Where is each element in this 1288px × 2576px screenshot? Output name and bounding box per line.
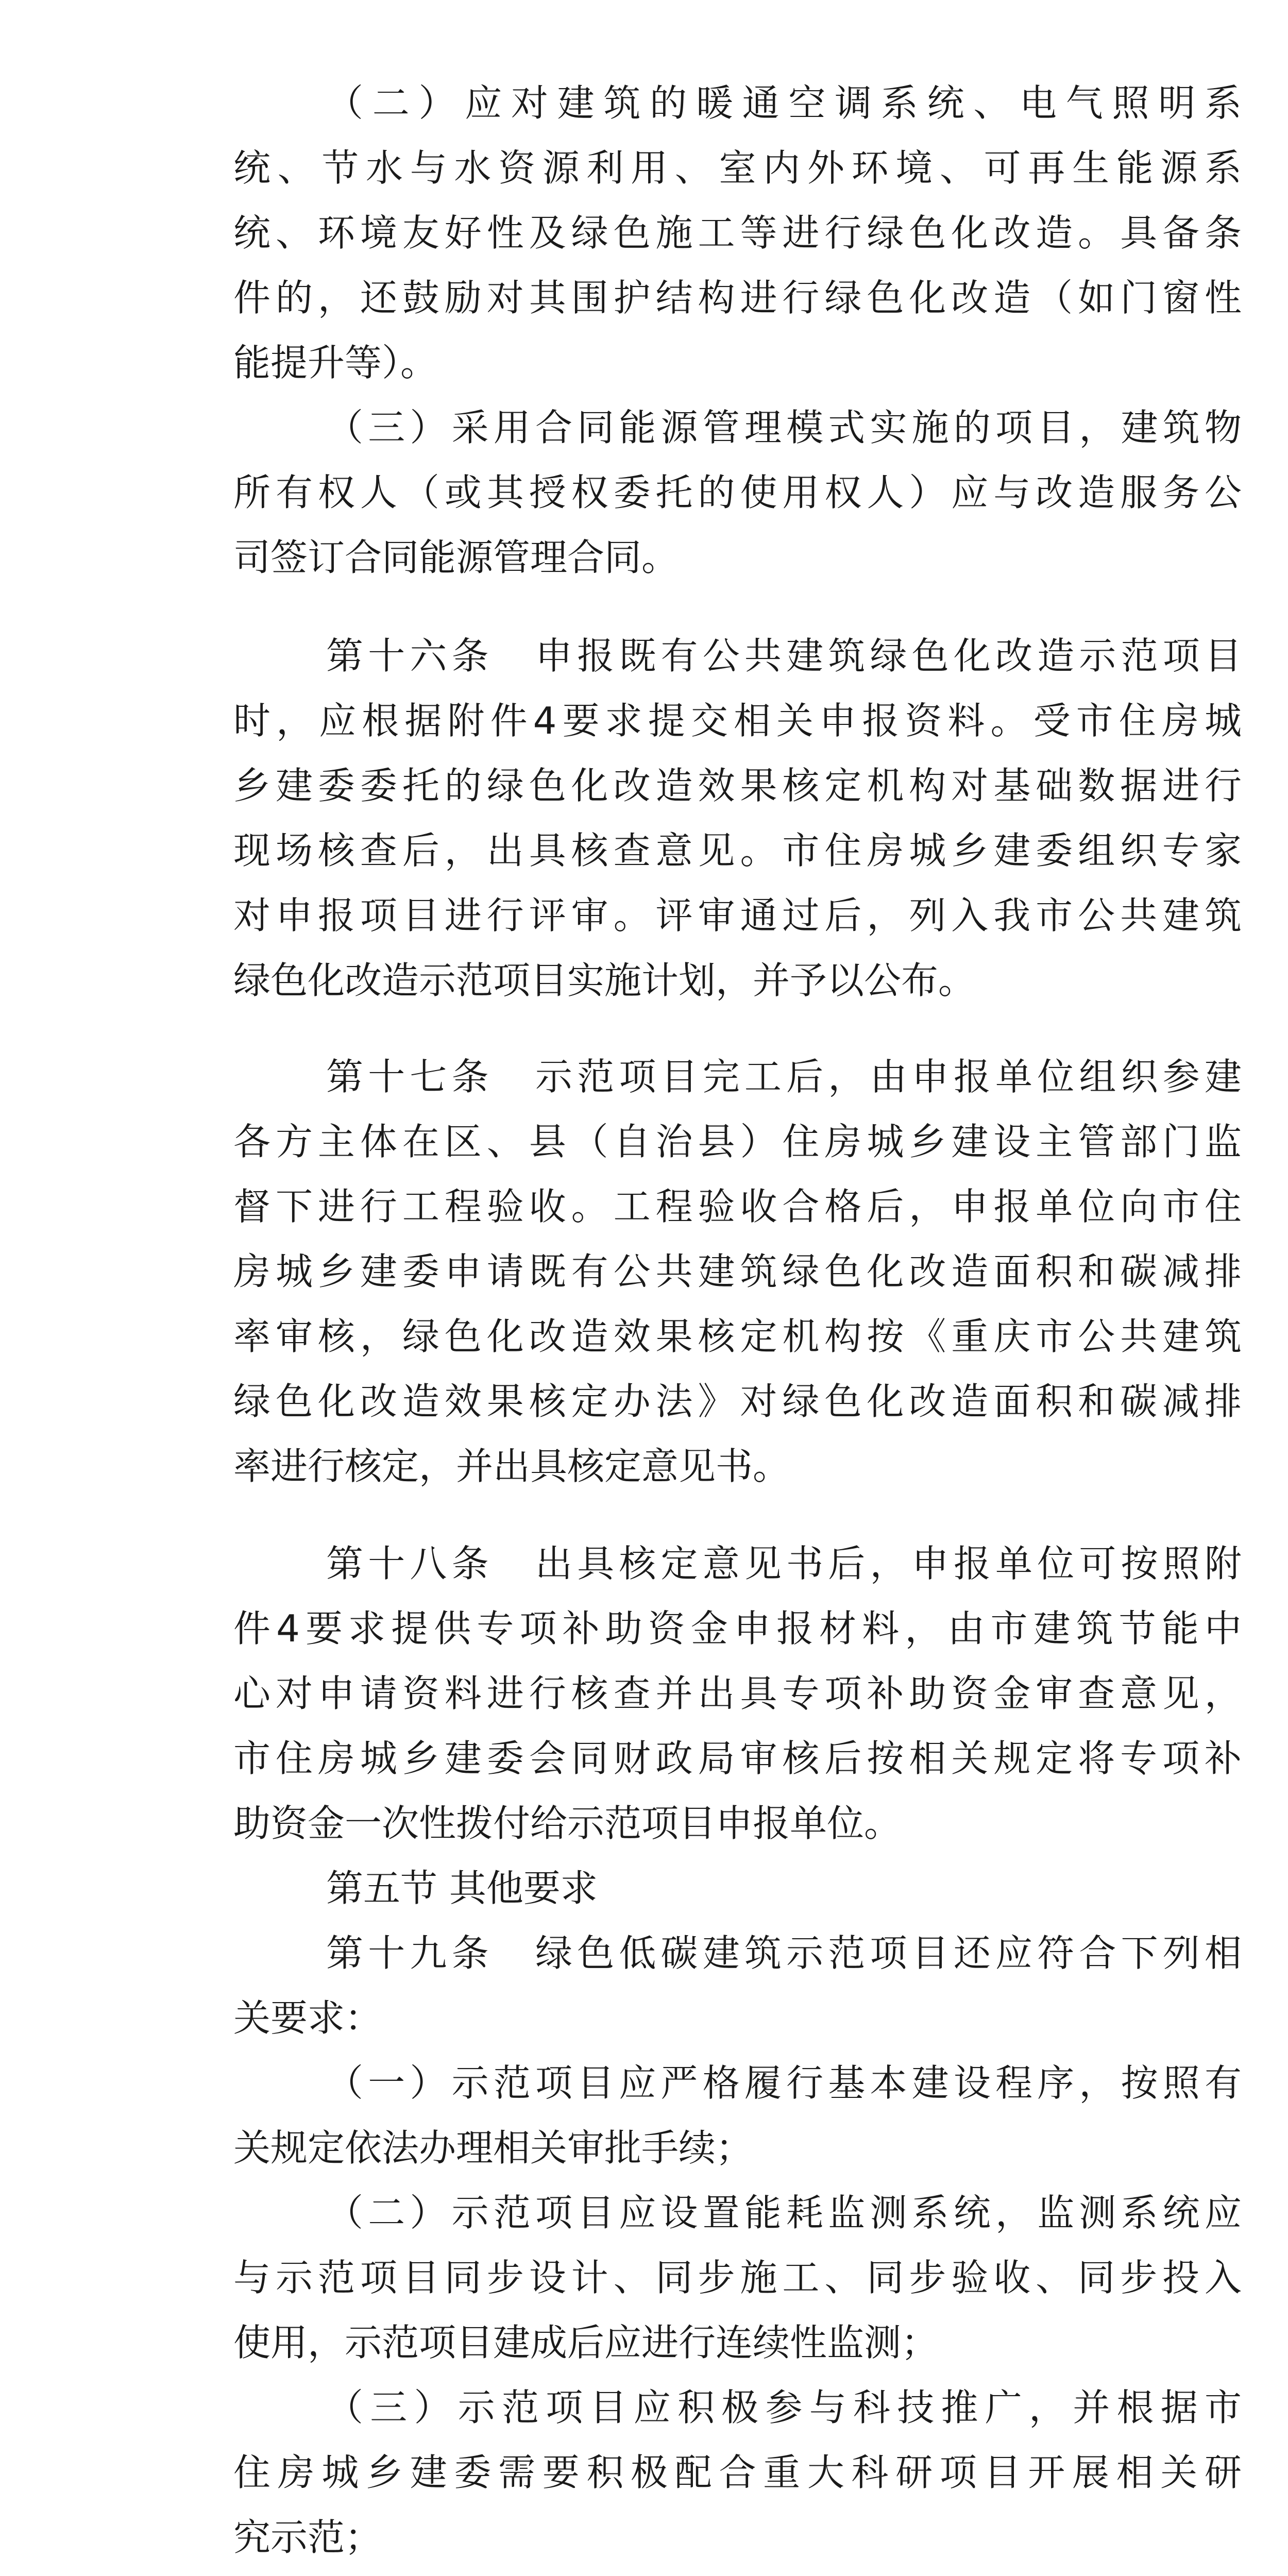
article-17-heading-line: 第十七条 示范项目完工后，由申报单位组织参建 (326, 1055, 1242, 1098)
text-line: 市住房城乡建委会同财政局审核后按相关规定将专项补 (233, 1737, 1242, 1780)
article-18-heading-line: 第十八条 出具核定意见书后，申报单位可按照附 (326, 1542, 1242, 1585)
text-line: （三）采用合同能源管理模式实施的项目，建筑物 (326, 406, 1242, 449)
text-line: 助资金一次性拨付给示范项目申报单位。 (233, 1802, 902, 1845)
section-heading: 第五节 其他要求 (326, 1867, 598, 1910)
text-line: （二）应对建筑的暖通空调系统、电气照明系 (326, 81, 1242, 125)
list-item-line: （二）示范项目应设置能耗监测系统，监测系统应 (326, 2191, 1242, 2234)
list-item-line: （三）示范项目应积极参与科技推广，并根据市 (326, 2386, 1242, 2429)
text-line: 统、环境友好性及绿色施工等进行绿色化改造。具备条 (233, 211, 1242, 255)
text-line: 时，应根据附件4要求提交相关申报资料。受市住房城 (233, 699, 1242, 742)
text-line: 率进行核定，并出具核定意见书。 (233, 1445, 790, 1488)
text-line: 乡建委委托的绿色化改造效果核定机构对基础数据进行 (233, 764, 1242, 807)
text-line: 关要求： (233, 1996, 382, 2040)
text-line: 住房城乡建委需要积极配合重大科研项目开展相关研 (233, 2451, 1242, 2494)
text-line: 统、节水与水资源利用、室内外环境、可再生能源系 (233, 146, 1242, 190)
text-line: 所有权人（或其授权委托的使用权人）应与改造服务公 (233, 471, 1242, 514)
text-line: 对申报项目进行评审。评审通过后，列入我市公共建筑 (233, 894, 1242, 937)
text-line: 关规定依法办理相关审批手续； (233, 2126, 753, 2170)
text-line: 绿色化改造效果核定办法》对绿色化改造面积和碳减排 (233, 1380, 1242, 1423)
text-line: 件的，还鼓励对其围护结构进行绿色化改造（如门窗性 (233, 276, 1242, 319)
text-line: 能提升等）。 (233, 341, 438, 384)
article-16-heading-line: 第十六条 申报既有公共建筑绿色化改造示范项目 (326, 634, 1242, 677)
text-line: 督下进行工程验收。工程验收合格后，申报单位向市住 (233, 1185, 1242, 1228)
text-line: 司签订合同能源管理合同。 (233, 536, 679, 579)
text-line: 绿色化改造示范项目实施计划，并予以公布。 (233, 959, 976, 1002)
text-line: 现场核查后，出具核查意见。市住房城乡建委组织专家 (233, 829, 1242, 872)
text-line: 与示范项目同步设计、同步施工、同步验收、同步投入 (233, 2256, 1242, 2299)
list-item-line (326, 2571, 1242, 2576)
text-line: 件4要求提供专项补助资金申报材料，由市建筑节能中 (233, 1607, 1242, 1650)
text-line: 究示范； (233, 2516, 382, 2559)
list-item-line: （一）示范项目应严格履行基本建设程序，按照有 (326, 2061, 1242, 2105)
text-line: 心对申请资料进行核查并出具专项补助资金审查意见， (233, 1672, 1242, 1715)
text-line: 房城乡建委申请既有公共建筑绿色化改造面积和碳减排 (233, 1250, 1242, 1293)
text-line: 使用，示范项目建成后应进行连续性监测； (233, 2321, 939, 2364)
article-19-heading-line: 第十九条 绿色低碳建筑示范项目还应符合下列相 (326, 1931, 1242, 1975)
text-line: 率审核，绿色化改造效果核定机构按《重庆市公共建筑 (233, 1315, 1242, 1358)
text-line: 各方主体在区、县（自治县）住房城乡建设主管部门监 (233, 1120, 1242, 1163)
